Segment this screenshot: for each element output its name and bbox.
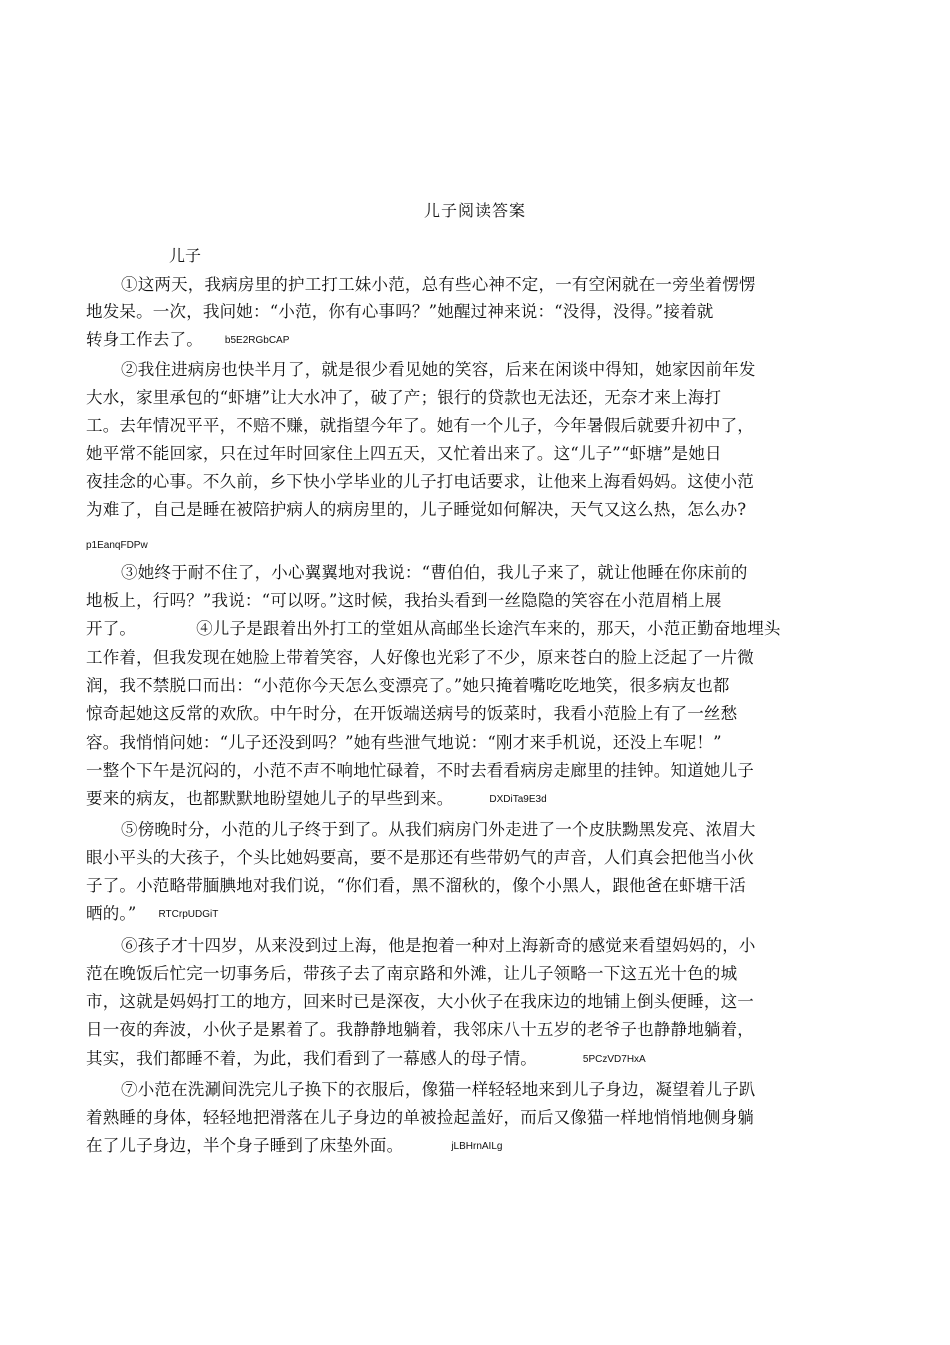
paragraph-6-line-5-text: 其实，我们都睡不着，为此，我们看到了一幕感人的母子情。 — [86, 1049, 537, 1068]
paragraph-7-line-3-text: 在了儿子身边，半个身子睡到了床垫外面。 — [86, 1136, 404, 1155]
paragraph-4-line-2: 工作着，但我发现在她脸上带着笑容，人好像也光彩了不少，原来苍白的脸上泛起了一片微 — [86, 648, 754, 667]
paragraph-2-line-3: 工。去年情况平平，不赔不赚，就指望今年了。她有一个儿子，今年暑假后就要升初中了， — [86, 416, 754, 435]
paragraph-1-line-2: 地发呆。一次，我问她：“小范，你有心事吗？”她醒过神来说：“没得，没得。”接着就 — [86, 302, 714, 321]
paragraph-7-code: jLBHrnAILg — [451, 1140, 503, 1152]
paragraph-2-line-6: 为难了，自己是睡在被陪护病人的病房里的，儿子睡觉如何解决，天气又这么热，怎么办? — [86, 500, 747, 519]
paragraph-3-line-3 — [86, 616, 781, 642]
paragraph-2-line-4: 她平常不能回家，只在过年时回家住上四五天，又忙着出来了。这“儿子”“虾塘”是她日 — [86, 444, 722, 463]
paragraph-6-code: 5PCzVD7HxA — [582, 1053, 646, 1065]
document-title: 儿子阅读答案 — [423, 201, 526, 220]
paragraph-4-line-5: 容。我悄悄问她：“儿子还没到吗？”她有些泄气地说：“刚才来手机说，还没上车呢！” — [86, 733, 722, 752]
paragraph-5-line-4-text: 晒的。” — [86, 904, 137, 923]
paragraph-6-line-3: 市，这就是妈妈打工的地方，回来时已是深夜，大小伙子在我床边的地铺上倒头便睡，这一 — [86, 992, 754, 1011]
paragraph-1-line-1: ①这两天，我病房里的护工打工妹小范，总有些心神不定，一有空闲就在一旁坐着愣愣 — [121, 275, 756, 294]
paragraph-7-line-2: 着熟睡的身体，轻轻地把滑落在儿子身边的单被捡起盖好，而后又像猫一样地悄悄地侧身躺 — [86, 1108, 754, 1127]
paragraph-1-code: b5E2RGbCAP — [224, 334, 290, 346]
paragraph-5-line-3: 子了。小范略带腼腆地对我们说，“你们看，黑不溜秋的，像个小黑人，跟他爸在虾塘干活 — [86, 876, 746, 895]
paragraph-2-line-2: 大水，家里承包的“虾塘”让大水冲了，破了产；银行的贷款也无法还，无奈才来上海打 — [86, 388, 722, 407]
paragraph-6-line-5 — [86, 1046, 646, 1073]
paragraph-4-line-3: 润，我不禁脱口而出：“小范你今天怎么变漂亮了。”她只掩着嘴吃吃地笑，很多病友也都 — [86, 676, 730, 695]
paragraph-5-line-2: 眼小平头的大孩子，个头比她妈要高，要不是那还有些带奶气的声音，人们真会把他当小伙 — [86, 848, 754, 867]
paragraph-3-line-3-text: 开了。 — [86, 619, 137, 638]
paragraph-5-line-1: ⑤傍晚时分，小范的儿子终于到了。从我们病房门外走进了一个皮肤黝黑发亮、浓眉大 — [121, 820, 756, 839]
paragraph-1-line-3 — [86, 327, 289, 354]
paragraph-6-line-2: 范在晚饭后忙完一切事务后，带孩子去了南京路和外滩，让儿子领略一下这五光十色的城 — [86, 964, 738, 983]
paragraph-5-code: RTCrpUDGiT — [158, 908, 219, 920]
paragraph-3-line-1: ③她终于耐不住了，小心翼翼地对我说：“曹伯伯，我儿子来了，就让他睡在你床前的 — [121, 563, 748, 582]
paragraph-1-line-3-text: 转身工作去了。 — [86, 330, 203, 349]
paragraph-4-line-6: 一整个下午是沉闷的，小范不声不响地忙碌着，不时去看看病房走廊里的挂钟。知道她儿子 — [86, 761, 754, 780]
paragraph-4-line-7-text: 要来的病友，也都默默地盼望她儿子的早些到来。 — [86, 789, 454, 808]
paragraph-7-line-1: ⑦小范在洗涮间洗完儿子换下的衣服后，像猫一样轻轻地来到儿子身边，凝望着儿子趴 — [121, 1080, 756, 1099]
paragraph-2-line-1: ②我住进病房也快半月了，就是很少看见她的笑容，后来在闲谈中得知，她家因前年发 — [121, 360, 756, 379]
paragraph-5-line-4 — [86, 901, 218, 928]
paragraph-6-line-1: ⑥孩子才十四岁，从来没到过上海，他是抱着一种对上海新奇的感觉来看望妈妈的，小 — [121, 936, 756, 955]
paragraph-4-line-1: ④儿子是跟着出外打工的堂姐从高邮坐长途汽车来的，那天，小范正勤奋地埋头 — [196, 619, 781, 638]
paragraph-2-code: p1EanqFDPw — [86, 540, 148, 551]
paragraph-6-line-4: 日一夜的奔波，小伙子是累着了。我静静地躺着，我邻床八十五岁的老爷子也静静地躺着， — [86, 1020, 754, 1039]
paragraph-3-line-2: 地板上，行吗？”我说：“可以呀。”这时候，我抬头看到一丝隐隐的笑容在小范眉梢上展 — [86, 591, 722, 610]
paragraph-7-line-3 — [86, 1133, 502, 1160]
paragraph-4-line-7 — [86, 786, 547, 813]
story-heading: 儿子 — [169, 246, 202, 265]
paragraph-2-line-5: 夜挂念的心事。不久前，乡下快小学毕业的儿子打电话要求，让他来上海看妈妈。这使小范 — [86, 472, 754, 491]
paragraph-4-code: DXDiTa9E3d — [489, 793, 547, 805]
paragraph-4-line-4: 惊奇起她这反常的欢欣。中午时分，在开饭端送病号的饭菜时，我看小范脸上有了一丝愁 — [86, 704, 738, 723]
